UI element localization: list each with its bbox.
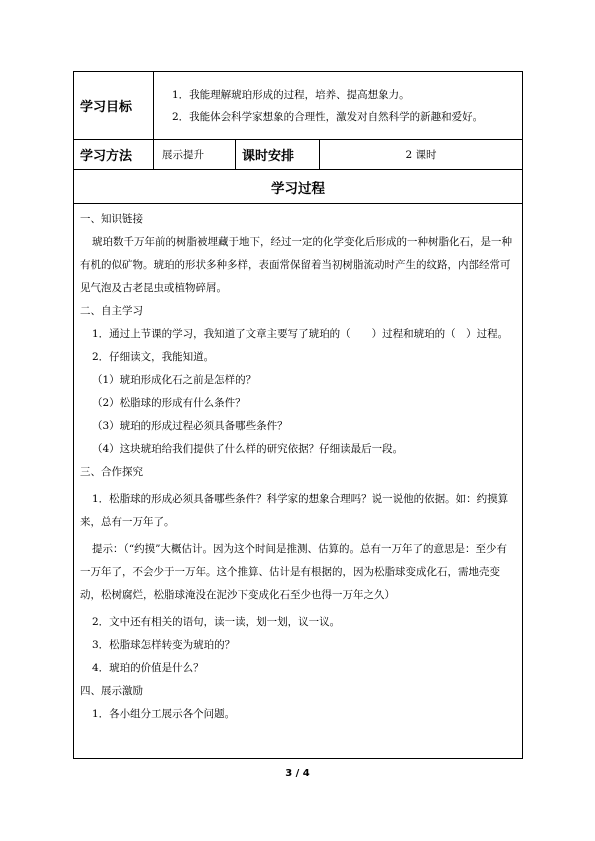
question-item: 2．文中还有相关的语句，读一读，划一划，议一议。 bbox=[92, 616, 341, 628]
goals-row bbox=[74, 72, 523, 140]
question-item: 1．松脂球的形成必须具备哪些条件？科学家的想象合理吗？说一说他的依据。如：约摸算来，总有一万年了。 bbox=[80, 493, 509, 528]
section-heading: 二、自主学习 bbox=[80, 305, 143, 317]
sub-question: （3）琥珀的形成过程必须具备哪些条件？ bbox=[92, 420, 288, 432]
question-item: 2．仔细读文，我能知道。 bbox=[92, 351, 215, 363]
section-heading: 一、知识链接 bbox=[80, 213, 143, 225]
section-heading: 四、展示激励 bbox=[80, 685, 143, 697]
process-title: 学习过程 bbox=[74, 170, 523, 204]
section-heading: 三、合作探究 bbox=[80, 466, 143, 478]
sub-question: （2）松脂球的形成有什么条件？ bbox=[92, 397, 246, 409]
knowledge-paragraph: 琥珀数千万年前的树脂被埋藏于地下，经过一定的化学变化后形成的一种树脂化石，是一种有机的似矿物。琥珀的形状多种多样，表面常保留着当初树脂流动时产生的纹路，内部经常可见气泡及古老昆虫或植物碎屑。 bbox=[80, 236, 512, 294]
question-item: 4．琥珀的价值是什么？ bbox=[92, 662, 204, 674]
method-value: 展示提升 bbox=[154, 140, 236, 170]
goals-label: 学习目标 bbox=[74, 72, 154, 140]
question-item: 3．松脂球怎样转变为琥珀的？ bbox=[92, 639, 236, 651]
process-content bbox=[74, 204, 523, 759]
question-item: 1．通过上节课的学习，我知道了文章主要写了琥珀的（ ）过程和琥珀的（ ）过程。 bbox=[92, 328, 509, 340]
question-item: 1．各小组分工展示各个问题。 bbox=[92, 708, 236, 720]
schedule-label: 课时安排 bbox=[236, 140, 320, 170]
goal-item: 1．我能理解琥珀形成的过程，培养、提高想象力。 bbox=[172, 88, 410, 101]
goal-item: 2．我能体会科学家想象的合理性，激发对自然科学的新趣和爱好。 bbox=[172, 110, 484, 123]
goals-cell bbox=[154, 72, 523, 140]
schedule-value: 2 课时 bbox=[320, 140, 523, 170]
sub-question: （1）琥珀形成化石之前是怎样的？ bbox=[92, 374, 257, 386]
process-content-row bbox=[74, 204, 523, 759]
lesson-plan-table bbox=[73, 71, 523, 759]
page-number: 3 / 4 bbox=[285, 768, 310, 779]
hint-paragraph: 提示：（“约摸”大概估计。因为这个时间是推测、估算的。总有一万年了的意思是：至少有一万年了，不会少于一万年。这个推算、估计是有根据的，因为松脂球变成化石，需地壳变动，松树腐烂，松脂球淹没在泥沙下变成化石至少也得一万年之久） bbox=[80, 543, 507, 601]
method-label: 学习方法 bbox=[74, 140, 154, 170]
sub-question: （4）这块琥珀给我们提供了什么样的研究依据？仔细读最后一段。 bbox=[92, 443, 404, 455]
method-row bbox=[74, 140, 523, 170]
process-title-row bbox=[74, 170, 523, 204]
